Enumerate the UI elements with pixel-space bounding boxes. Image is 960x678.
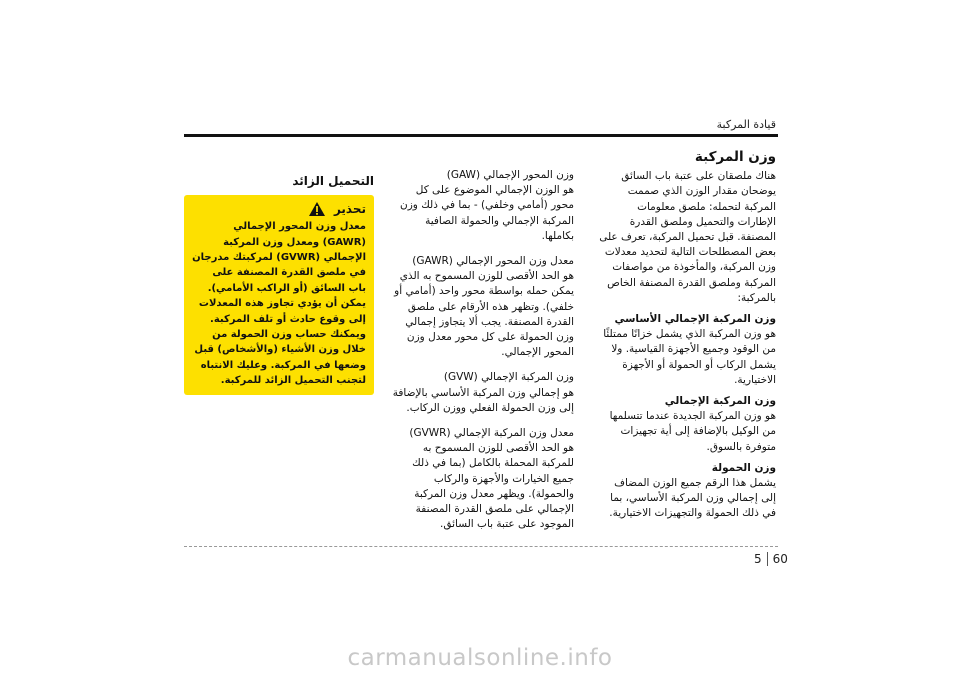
gvwr-text: هو الحد الأقصى للوزن المسموح به للمركبة المحملة بالكامل (بما في ذلك جميع الخيارات والأجهزة والركاب والحمولة). ويظهر معدل وزن المركبة الإجمالي على ملصق القدرة المصنفة الموجود على عتبة باب السائق. — [412, 442, 574, 531]
gawr-block — [390, 254, 574, 360]
page-number-separator — [767, 552, 768, 566]
vehicle-weight-column — [596, 150, 776, 522]
gaw-block — [390, 168, 574, 244]
warning-header — [192, 201, 366, 217]
vehicle-weight-title: وزن المركبة — [694, 149, 776, 165]
footer-dashed-rule — [184, 546, 778, 547]
gvw-title: وزن المركبة الإجمالي (GVW) — [443, 371, 574, 384]
page-number-value: 60 — [772, 552, 788, 566]
header-rule — [184, 134, 778, 137]
gvw-block — [390, 370, 574, 416]
chapter-header: قيادة المركبة — [716, 118, 776, 131]
vehicle-curb-weight-text: هو وزن المركبة الجديدة عندما تتسلمها من الوكيل بالإضافة إلى أية تجهيزات متوفرة بالسوق. — [609, 410, 776, 453]
gaw-title: وزن المحور الإجمالي (GAW) — [446, 169, 574, 181]
page-number — [754, 552, 788, 566]
gawr-text: هو الحد الأقصى للوزن المسموح به الذي يمكن حمله بواسطة محور واحد (أمامي أو خلفي). وتظهر هذه الأرقام على ملصق القدرة المصنفة. يجب ألا يتجاوز إجمالي وزن الحمولة على كل محور معدل وزن المحور الإجمالي. — [394, 270, 574, 359]
warning-triangle-icon — [308, 201, 326, 217]
axle-weight-column — [390, 168, 574, 542]
gvwr-title: معدل وزن المركبة الإجمالي (GVWR) — [409, 427, 574, 440]
chapter-number: 5 — [754, 552, 762, 566]
overloading-title: التحميل الزائد — [292, 174, 374, 188]
overloading-column — [184, 168, 374, 395]
gawr-title: معدل وزن المحور الإجمالي (GAWR) — [412, 255, 574, 268]
warning-box — [184, 195, 374, 394]
vehicle-curb-weight-title: وزن المركبة الإجمالي — [664, 395, 776, 408]
base-curb-weight-text: هو وزن المركبة الذي يشمل خزانًا ممتلئًا من الوقود وجميع الأجهزة القياسية. ولا يشمل الركاب أو الحمولة أو الأجهزة الاختيارية. — [603, 328, 776, 386]
gvwr-block — [390, 426, 574, 532]
warning-text: معدل وزن المحور الإجمالي (GAWR) ومعدل وزن المركبة الإجمالي (GVWR) لمركبتك مدرجان في ملصق القدرة المصنفة على باب السائق (أو الراكب الأمامي). يمكن أن يؤدي تجاوز هذه المعدلات إلى وقوع حادث أو تلف المركبة. ويمكنك حساب وزن الحمولة من خلال وزن الأشياء (والأشخاص) قبل وضعها في المركبة. وعليك الانتباه لتجنب التحميل الزائد للمركبة. — [192, 221, 366, 387]
gvw-text: هو إجمالي وزن المركبة الأساسي بالإضافة إلى وزن الحمولة الفعلي ووزن الركاب. — [392, 386, 574, 414]
watermark-text: carmanualsonline.info — [347, 645, 613, 671]
warning-title: تحذير — [333, 201, 366, 216]
cargo-weight-title: وزن الحمولة — [711, 461, 776, 474]
base-curb-weight-title: وزن المركبة الإجمالي الأساسي — [614, 313, 776, 326]
cargo-weight-text: يشمل هذا الرقم جميع الوزن المضاف إلى إجمالي وزن المركبة الأساسي، بما في ذلك الحمولة والتجهيزات الاختيارية. — [609, 477, 776, 520]
vehicle-weight-intro: هناك ملصقان على عتبة باب السائق يوضحان مقدار الوزن الذي صممت المركبة لتحمله: ملصق معلومات الإطارات والتحميل وملصق القدرة المصنفة. قبل تحميل المركبة، تعرف على بعض المصطلحات التالية لتحديد معدلات وزن المركبة، والمأخوذة من مواصفات المركبة وملصق القدرة المصنفة الخاص بالمركبة: — [599, 170, 776, 304]
gaw-text: هو الوزن الإجمالي الموضوع على كل محور (أمامي وخلفي) - بما في ذلك وزن المركبة الإجمالي والحمولة الصافية بكاملها. — [400, 184, 574, 242]
